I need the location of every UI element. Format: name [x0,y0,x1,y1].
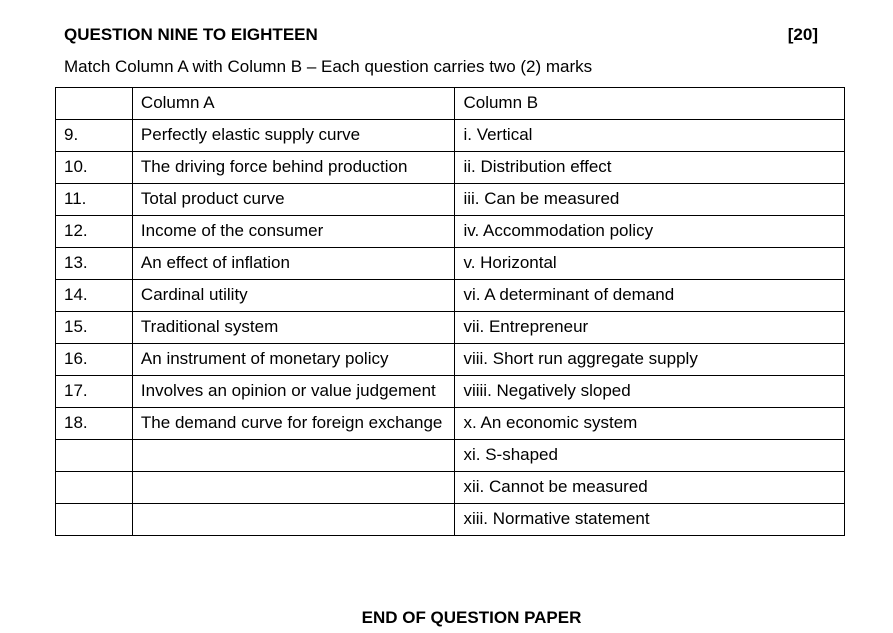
question-number: 18. [56,408,133,440]
column-a-cell: An instrument of monetary policy [132,344,455,376]
table-row [56,280,845,312]
column-b-cell: vii. Entrepreneur [455,312,845,344]
table-row [56,216,845,248]
section-title: QUESTION NINE TO EIGHTEEN [64,25,318,44]
question-number [56,440,133,472]
column-a-cell: Cardinal utility [132,280,455,312]
column-b-cell: viiii. Negatively sloped [455,376,845,408]
column-b-cell: xii. Cannot be measured [455,472,845,504]
question-number: 13. [56,248,133,280]
total-marks: [20] [787,25,818,44]
question-number: 15. [56,312,133,344]
table-row [56,504,845,536]
column-b-cell: viii. Short run aggregate supply [455,344,845,376]
table-row [56,184,845,216]
column-a-cell: An effect of inflation [132,248,455,280]
matching-table [55,87,845,536]
table-row [56,152,845,184]
instruction-text: Match Column A with Column B – Each question carries two (2) marks [64,57,593,76]
column-b-cell: iii. Can be measured [455,184,845,216]
table-header-row [56,88,845,120]
question-number: 12. [56,216,133,248]
section-header [64,25,818,45]
table-row [56,376,845,408]
question-number: 14. [56,280,133,312]
column-a-cell [132,504,455,536]
table-row [56,408,845,440]
column-b-cell: xi. S-shaped [455,440,845,472]
column-a-cell: Traditional system [132,312,455,344]
column-a-cell: Total product curve [132,184,455,216]
question-number [56,472,133,504]
table-row [56,344,845,376]
table-row [56,248,845,280]
table-row [56,440,845,472]
table-row [56,120,845,152]
column-b-cell: vi. A determinant of demand [455,280,845,312]
question-number [56,504,133,536]
question-number: 17. [56,376,133,408]
column-b-cell: ii. Distribution effect [455,152,845,184]
column-a-cell: Perfectly elastic supply curve [132,120,455,152]
column-b-cell: iv. Accommodation policy [455,216,845,248]
column-a-cell [132,472,455,504]
column-b-cell: i. Vertical [455,120,845,152]
column-a-cell: Involves an opinion or value judgement [132,376,455,408]
column-a-cell: The demand curve for foreign exchange [132,408,455,440]
question-number: 11. [56,184,133,216]
column-b-cell: xiii. Normative statement [455,504,845,536]
table-row [56,472,845,504]
table-row [56,312,845,344]
question-number: 10. [56,152,133,184]
end-of-paper: END OF QUESTION PAPER [361,608,582,627]
question-number: 16. [56,344,133,376]
header-column-a: Column A [132,88,455,120]
header-column-b: Column B [455,88,845,120]
column-b-cell: x. An economic system [455,408,845,440]
column-a-cell: The driving force behind production [132,152,455,184]
column-a-cell [132,440,455,472]
header-number [56,88,133,120]
column-a-cell: Income of the consumer [132,216,455,248]
question-number: 9. [56,120,133,152]
column-b-cell: v. Horizontal [455,248,845,280]
